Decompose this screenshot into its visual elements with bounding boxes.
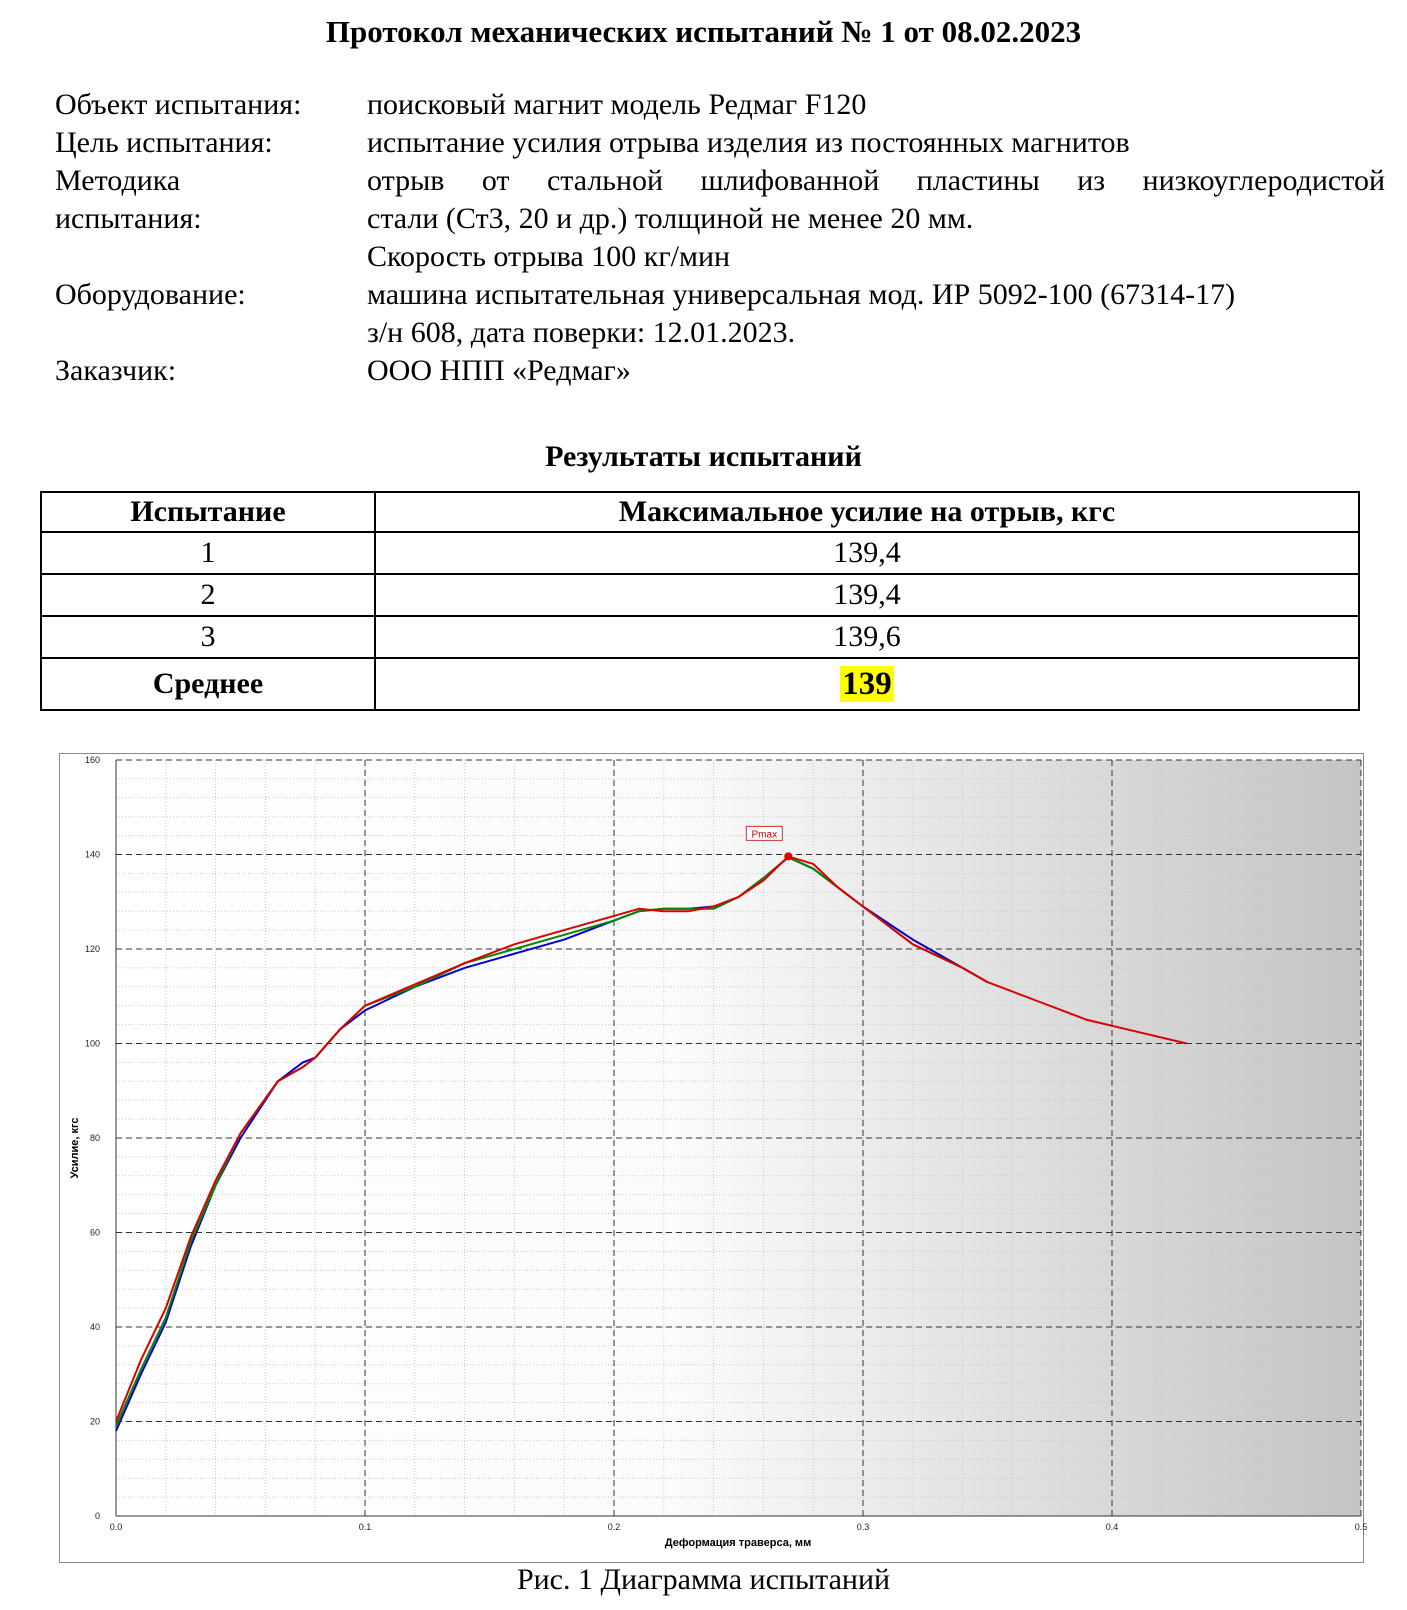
test-chart — [59, 753, 1368, 1563]
y-axis-label: Усилие, кгс — [69, 1117, 81, 1179]
y-tick-label: 140 — [84, 849, 100, 860]
y-tick-label: 60 — [89, 1227, 100, 1238]
test-number: 1 — [41, 532, 375, 574]
chart-svg — [60, 754, 1368, 1562]
test-number: 3 — [41, 616, 375, 658]
method-label-line-1: Методика — [55, 164, 181, 197]
object-label: Объект испытания: — [55, 88, 302, 121]
info-row-equipment — [55, 276, 1385, 352]
equipment-value-line-2: з/н 608, дата поверки: 12.01.2023. — [367, 316, 796, 349]
x-tick-label: 0.3 — [856, 1522, 870, 1532]
x-tick-label: 0.5 — [1354, 1522, 1368, 1532]
force-value: 139,4 — [375, 532, 1359, 574]
method-label-line-2: испытания: — [55, 202, 202, 235]
table-header-row — [41, 492, 1359, 532]
table-row — [41, 616, 1359, 658]
y-tick-label: 20 — [89, 1416, 100, 1427]
table-average-row — [41, 658, 1359, 710]
method-label — [55, 162, 355, 238]
average-value: 139 — [842, 665, 892, 702]
page-title: Протокол механических испытаний № 1 от 08.02.2023 — [325, 14, 1082, 49]
average-label: Среднее — [41, 658, 375, 710]
y-tick-label: 100 — [84, 1038, 100, 1049]
info-row-method — [55, 162, 1385, 276]
results-title: Результаты испытаний — [545, 440, 862, 473]
y-tick-label: 80 — [89, 1133, 100, 1143]
results-table — [40, 491, 1360, 711]
table-row — [41, 574, 1359, 616]
test-info — [55, 86, 1385, 390]
y-tick-label: 0 — [94, 1511, 100, 1521]
x-tick-label: 0.1 — [358, 1522, 372, 1532]
equipment-label: Оборудование: — [55, 278, 246, 311]
force-value: 139,6 — [375, 616, 1359, 658]
customer-value: ООО НПП «Редмаг» — [367, 354, 631, 387]
pmax-label: Pmax — [751, 829, 778, 841]
method-value-line-1: отрыв от стальной шлифованной пластины из низкоуглеродистой — [367, 164, 1385, 197]
x-tick-label: 0.0 — [109, 1522, 123, 1532]
x-tick-label: 0.2 — [607, 1522, 621, 1532]
object-value: поисковый магнит модель Редмаг F120 — [367, 88, 867, 121]
x-tick-label: 0.4 — [1105, 1522, 1119, 1532]
pmax-marker — [784, 852, 792, 860]
y-tick-label: 160 — [84, 755, 100, 765]
y-tick-label: 40 — [89, 1322, 100, 1332]
table-row — [41, 532, 1359, 574]
info-row-goal — [55, 124, 1385, 162]
info-row-customer — [55, 352, 1385, 390]
force-value: 139,4 — [375, 574, 1359, 616]
y-tick-label: 120 — [84, 944, 100, 954]
figure-caption: Рис. 1 Диаграмма испытаний — [516, 1563, 891, 1596]
goal-label: Цель испытания: — [55, 126, 273, 159]
x-axis-label: Деформация траверса, мм — [664, 1537, 812, 1549]
test-number: 2 — [41, 574, 375, 616]
method-value-line-2: стали (Ст3, 20 и др.) толщиной не менее 20 мм. — [367, 202, 974, 235]
header-max-force: Максимальное усилие на отрыв, кгс — [375, 492, 1359, 532]
equipment-value-line-1: машина испытательная универсальная мод. ИР 5092-100 (67314-17) — [367, 278, 1236, 311]
goal-value: испытание усилия отрыва изделия из постоянных магнитов — [367, 126, 1130, 159]
header-test: Испытание — [41, 492, 375, 532]
info-row-object — [55, 86, 1385, 124]
average-cell — [375, 658, 1359, 710]
method-value-line-3: Скорость отрыва 100 кг/мин — [367, 240, 731, 273]
customer-label: Заказчик: — [55, 354, 177, 387]
